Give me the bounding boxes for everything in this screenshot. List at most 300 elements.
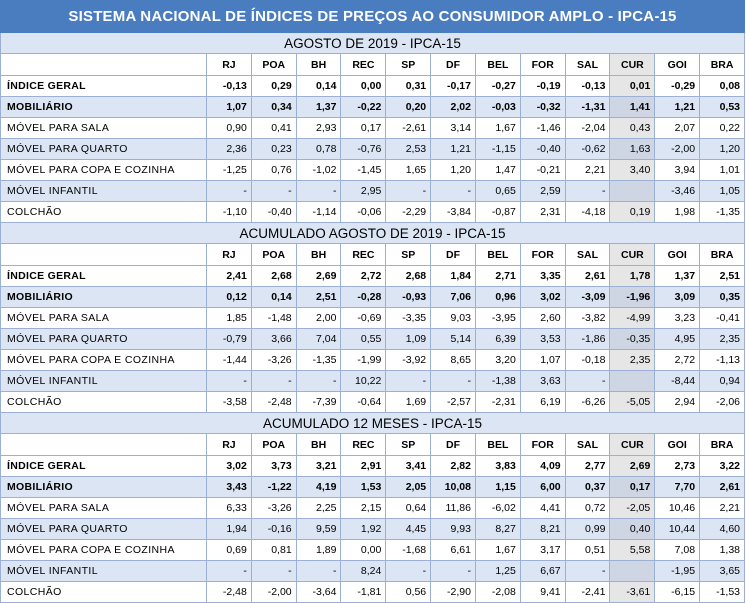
- value-cell: 0,94: [700, 371, 745, 392]
- value-cell: 0,99: [565, 519, 610, 540]
- row-label: MÓVEL PARA COPA E COZINHA: [1, 350, 207, 371]
- column-header-bel: BEL: [475, 434, 520, 456]
- column-header-cur: CUR: [610, 434, 655, 456]
- value-cell: 0,12: [207, 287, 252, 308]
- value-cell: 8,27: [475, 519, 520, 540]
- column-header-goi: GOI: [655, 54, 700, 76]
- column-header-rec: REC: [341, 244, 386, 266]
- value-cell: -0,40: [520, 139, 565, 160]
- table-row: [1, 118, 745, 139]
- table-title-row: [1, 1, 745, 33]
- value-cell: -7,39: [296, 392, 341, 413]
- section-header-row: [1, 223, 745, 244]
- value-cell: 1,15: [475, 477, 520, 498]
- value-cell: 0,53: [700, 97, 745, 118]
- section-header-row: [1, 33, 745, 54]
- value-cell: -1,95: [655, 561, 700, 582]
- value-cell: -1,48: [251, 308, 296, 329]
- value-cell: 2,53: [386, 139, 431, 160]
- value-cell: -3,64: [296, 582, 341, 603]
- value-cell: -0,40: [251, 202, 296, 223]
- value-cell: -0,29: [655, 76, 700, 97]
- value-cell: -0,87: [475, 202, 520, 223]
- value-cell: 0,72: [565, 498, 610, 519]
- value-cell: 3,14: [431, 118, 476, 139]
- value-cell: 1,01: [700, 160, 745, 181]
- table-row: [1, 202, 745, 223]
- value-cell: 3,21: [296, 456, 341, 477]
- value-cell: 0,43: [610, 118, 655, 139]
- row-label: MOBILIÁRIO: [1, 97, 207, 118]
- value-cell: -0,76: [341, 139, 386, 160]
- value-cell: -1,14: [296, 202, 341, 223]
- value-cell: 0,17: [341, 118, 386, 139]
- table-row: [1, 498, 745, 519]
- value-cell: 2,35: [610, 350, 655, 371]
- value-cell: 5,58: [610, 540, 655, 561]
- value-cell: 0,90: [207, 118, 252, 139]
- value-cell: -1,45: [341, 160, 386, 181]
- column-header-bra: BRA: [700, 54, 745, 76]
- value-cell: 1,41: [610, 97, 655, 118]
- value-cell: 3,40: [610, 160, 655, 181]
- value-cell: 0,00: [341, 540, 386, 561]
- value-cell: 0,55: [341, 329, 386, 350]
- value-cell: -: [207, 561, 252, 582]
- value-cell: 1,94: [207, 519, 252, 540]
- value-cell: 0,69: [207, 540, 252, 561]
- table-row: [1, 392, 745, 413]
- value-cell: -1,35: [700, 202, 745, 223]
- column-header-bra: BRA: [700, 244, 745, 266]
- table-row: [1, 350, 745, 371]
- value-cell: -0,19: [520, 76, 565, 97]
- column-header-goi: GOI: [655, 434, 700, 456]
- value-cell: -2,57: [431, 392, 476, 413]
- value-cell: -2,41: [565, 582, 610, 603]
- table-row: [1, 181, 745, 202]
- table-row: [1, 477, 745, 498]
- row-label: MÓVEL PARA COPA E COZINHA: [1, 160, 207, 181]
- value-cell: 1,25: [475, 561, 520, 582]
- value-cell: 1,69: [386, 392, 431, 413]
- value-cell: 1,78: [610, 266, 655, 287]
- column-header-df: DF: [431, 244, 476, 266]
- value-cell: -1,35: [296, 350, 341, 371]
- row-label: ÍNDICE GERAL: [1, 76, 207, 97]
- value-cell: 4,95: [655, 329, 700, 350]
- value-cell: 2,59: [520, 181, 565, 202]
- value-cell: 2,72: [341, 266, 386, 287]
- value-cell: 1,85: [207, 308, 252, 329]
- value-cell: -: [251, 561, 296, 582]
- column-header-for: FOR: [520, 54, 565, 76]
- value-cell: -1,15: [475, 139, 520, 160]
- row-label: COLCHÃO: [1, 202, 207, 223]
- value-cell: -2,48: [207, 582, 252, 603]
- value-cell: -: [251, 371, 296, 392]
- value-cell: 0,51: [565, 540, 610, 561]
- value-cell: 1,67: [475, 118, 520, 139]
- value-cell: -: [565, 181, 610, 202]
- section-title: ACUMULADO 12 MESES - IPCA-15: [1, 413, 745, 434]
- value-cell: -3,35: [386, 308, 431, 329]
- value-cell: -0,13: [207, 76, 252, 97]
- column-header-bel: BEL: [475, 54, 520, 76]
- value-cell: 1,47: [475, 160, 520, 181]
- value-cell: -2,06: [700, 392, 745, 413]
- value-cell: -1,25: [207, 160, 252, 181]
- value-cell: -0,93: [386, 287, 431, 308]
- table-row: [1, 308, 745, 329]
- section-title: AGOSTO DE 2019 - IPCA-15: [1, 33, 745, 54]
- value-cell: -1,53: [700, 582, 745, 603]
- column-header-for: FOR: [520, 244, 565, 266]
- value-cell: -1,68: [386, 540, 431, 561]
- column-header-poa: POA: [251, 54, 296, 76]
- column-header-sp: SP: [386, 244, 431, 266]
- value-cell: 0,14: [296, 76, 341, 97]
- value-cell: 9,93: [431, 519, 476, 540]
- header-blank-cell: [1, 244, 207, 266]
- value-cell: 0,96: [475, 287, 520, 308]
- value-cell: 10,44: [655, 519, 700, 540]
- value-cell: 6,33: [207, 498, 252, 519]
- header-blank-cell: [1, 434, 207, 456]
- section-title: ACUMULADO AGOSTO DE 2019 - IPCA-15: [1, 223, 745, 244]
- value-cell: 0,64: [386, 498, 431, 519]
- column-header-bh: BH: [296, 244, 341, 266]
- value-cell: -: [431, 371, 476, 392]
- table-row: [1, 287, 745, 308]
- value-cell: -: [386, 371, 431, 392]
- column-header-row: [1, 244, 745, 266]
- value-cell: 2,15: [341, 498, 386, 519]
- value-cell: 0,65: [475, 181, 520, 202]
- value-cell: -2,08: [475, 582, 520, 603]
- value-cell: 1,63: [610, 139, 655, 160]
- value-cell: -6,15: [655, 582, 700, 603]
- value-cell: -3,82: [565, 308, 610, 329]
- value-cell: 2,77: [565, 456, 610, 477]
- value-cell: 2,51: [296, 287, 341, 308]
- table-row: [1, 160, 745, 181]
- value-cell: -2,31: [475, 392, 520, 413]
- value-cell: 2,93: [296, 118, 341, 139]
- value-cell: 0,41: [251, 118, 296, 139]
- row-label: ÍNDICE GERAL: [1, 456, 207, 477]
- value-cell: -2,05: [610, 498, 655, 519]
- value-cell: -3,09: [565, 287, 610, 308]
- value-cell: 0,40: [610, 519, 655, 540]
- value-cell: -1,86: [565, 329, 610, 350]
- value-cell: 2,61: [700, 477, 745, 498]
- row-label: COLCHÃO: [1, 392, 207, 413]
- value-cell: -: [431, 561, 476, 582]
- value-cell: 3,22: [700, 456, 745, 477]
- column-header-poa: POA: [251, 434, 296, 456]
- row-label: ÍNDICE GERAL: [1, 266, 207, 287]
- value-cell: -: [296, 371, 341, 392]
- value-cell: 1,67: [475, 540, 520, 561]
- value-cell: 6,00: [520, 477, 565, 498]
- column-header-goi: GOI: [655, 244, 700, 266]
- value-cell: 0,01: [610, 76, 655, 97]
- value-cell: 3,83: [475, 456, 520, 477]
- value-cell: -5,05: [610, 392, 655, 413]
- value-cell: 3,09: [655, 287, 700, 308]
- value-cell: 6,39: [475, 329, 520, 350]
- table-row: [1, 519, 745, 540]
- value-cell: 8,21: [520, 519, 565, 540]
- value-cell: 1,05: [700, 181, 745, 202]
- value-cell: 1,37: [655, 266, 700, 287]
- value-cell: 7,06: [431, 287, 476, 308]
- value-cell: -1,10: [207, 202, 252, 223]
- value-cell: -: [207, 181, 252, 202]
- value-cell: [610, 181, 655, 202]
- value-cell: -0,27: [475, 76, 520, 97]
- value-cell: 2,36: [207, 139, 252, 160]
- column-header-df: DF: [431, 54, 476, 76]
- value-cell: 1,21: [655, 97, 700, 118]
- value-cell: -0,35: [610, 329, 655, 350]
- value-cell: 1,20: [431, 160, 476, 181]
- value-cell: 5,14: [431, 329, 476, 350]
- value-cell: 2,02: [431, 97, 476, 118]
- value-cell: -1,13: [700, 350, 745, 371]
- value-cell: 7,08: [655, 540, 700, 561]
- value-cell: -: [296, 181, 341, 202]
- row-label: MÓVEL INFANTIL: [1, 181, 207, 202]
- value-cell: 2,00: [296, 308, 341, 329]
- value-cell: -4,18: [565, 202, 610, 223]
- value-cell: 0,35: [700, 287, 745, 308]
- value-cell: 4,41: [520, 498, 565, 519]
- value-cell: -1,96: [610, 287, 655, 308]
- value-cell: -0,18: [565, 350, 610, 371]
- value-cell: 0,23: [251, 139, 296, 160]
- value-cell: -0,41: [700, 308, 745, 329]
- table-row: [1, 371, 745, 392]
- value-cell: -3,58: [207, 392, 252, 413]
- value-cell: -0,69: [341, 308, 386, 329]
- value-cell: -3,84: [431, 202, 476, 223]
- value-cell: 2,05: [386, 477, 431, 498]
- value-cell: -0,03: [475, 97, 520, 118]
- value-cell: -1,81: [341, 582, 386, 603]
- value-cell: 1,98: [655, 202, 700, 223]
- value-cell: 1,09: [386, 329, 431, 350]
- value-cell: 2,60: [520, 308, 565, 329]
- value-cell: 2,35: [700, 329, 745, 350]
- value-cell: 11,86: [431, 498, 476, 519]
- value-cell: 0,37: [565, 477, 610, 498]
- value-cell: 0,22: [700, 118, 745, 139]
- value-cell: 2,07: [655, 118, 700, 139]
- value-cell: -6,02: [475, 498, 520, 519]
- value-cell: -3,26: [251, 350, 296, 371]
- value-cell: 1,53: [341, 477, 386, 498]
- value-cell: -3,92: [386, 350, 431, 371]
- row-label: MÓVEL PARA SALA: [1, 498, 207, 519]
- value-cell: 8,24: [341, 561, 386, 582]
- value-cell: 2,41: [207, 266, 252, 287]
- value-cell: 0,00: [341, 76, 386, 97]
- value-cell: -2,29: [386, 202, 431, 223]
- column-header-rec: REC: [341, 434, 386, 456]
- value-cell: 0,19: [610, 202, 655, 223]
- value-cell: 3,94: [655, 160, 700, 181]
- row-label: MÓVEL INFANTIL: [1, 371, 207, 392]
- value-cell: 1,20: [700, 139, 745, 160]
- row-label: MÓVEL PARA QUARTO: [1, 139, 207, 160]
- column-header-sal: SAL: [565, 54, 610, 76]
- value-cell: -0,16: [251, 519, 296, 540]
- value-cell: 2,51: [700, 266, 745, 287]
- column-header-row: [1, 54, 745, 76]
- value-cell: 2,95: [341, 181, 386, 202]
- value-cell: 2,73: [655, 456, 700, 477]
- value-cell: 10,08: [431, 477, 476, 498]
- value-cell: 3,66: [251, 329, 296, 350]
- column-header-cur: CUR: [610, 244, 655, 266]
- value-cell: 2,91: [341, 456, 386, 477]
- value-cell: -3,61: [610, 582, 655, 603]
- value-cell: 0,76: [251, 160, 296, 181]
- column-header-rj: RJ: [207, 54, 252, 76]
- table-row: [1, 139, 745, 160]
- value-cell: -0,28: [341, 287, 386, 308]
- column-header-row: [1, 434, 745, 456]
- value-cell: 3,35: [520, 266, 565, 287]
- value-cell: 0,81: [251, 540, 296, 561]
- column-header-rec: REC: [341, 54, 386, 76]
- row-label: MÓVEL INFANTIL: [1, 561, 207, 582]
- header-blank-cell: [1, 54, 207, 76]
- value-cell: 2,72: [655, 350, 700, 371]
- row-label: MÓVEL PARA SALA: [1, 118, 207, 139]
- value-cell: 9,59: [296, 519, 341, 540]
- value-cell: -2,00: [251, 582, 296, 603]
- value-cell: 1,37: [296, 97, 341, 118]
- value-cell: 6,67: [520, 561, 565, 582]
- table-row: [1, 76, 745, 97]
- row-label: MOBILIÁRIO: [1, 477, 207, 498]
- value-cell: 3,53: [520, 329, 565, 350]
- value-cell: -: [565, 371, 610, 392]
- value-cell: 2,21: [700, 498, 745, 519]
- value-cell: -2,61: [386, 118, 431, 139]
- section-header-row: [1, 413, 745, 434]
- value-cell: 0,31: [386, 76, 431, 97]
- value-cell: 2,68: [386, 266, 431, 287]
- value-cell: -: [251, 181, 296, 202]
- column-header-df: DF: [431, 434, 476, 456]
- value-cell: 4,60: [700, 519, 745, 540]
- value-cell: 4,45: [386, 519, 431, 540]
- value-cell: -0,21: [520, 160, 565, 181]
- table-title: SISTEMA NACIONAL DE ÍNDICES DE PREÇOS AO CONSUMIDOR AMPLO - IPCA-15: [1, 1, 745, 33]
- value-cell: 8,65: [431, 350, 476, 371]
- value-cell: -1,22: [251, 477, 296, 498]
- column-header-sal: SAL: [565, 434, 610, 456]
- value-cell: -: [565, 561, 610, 582]
- column-header-bra: BRA: [700, 434, 745, 456]
- value-cell: 0,08: [700, 76, 745, 97]
- value-cell: 3,73: [251, 456, 296, 477]
- value-cell: 10,22: [341, 371, 386, 392]
- value-cell: 1,38: [700, 540, 745, 561]
- value-cell: -3,26: [251, 498, 296, 519]
- value-cell: -3,46: [655, 181, 700, 202]
- row-label: MÓVEL PARA SALA: [1, 308, 207, 329]
- value-cell: 1,65: [386, 160, 431, 181]
- value-cell: 2,94: [655, 392, 700, 413]
- value-cell: 3,20: [475, 350, 520, 371]
- value-cell: -0,22: [341, 97, 386, 118]
- value-cell: 1,84: [431, 266, 476, 287]
- value-cell: 3,65: [700, 561, 745, 582]
- value-cell: 3,02: [520, 287, 565, 308]
- value-cell: -1,44: [207, 350, 252, 371]
- value-cell: 4,19: [296, 477, 341, 498]
- value-cell: 2,61: [565, 266, 610, 287]
- value-cell: 0,17: [610, 477, 655, 498]
- row-label: MÓVEL PARA QUARTO: [1, 519, 207, 540]
- value-cell: 0,34: [251, 97, 296, 118]
- column-header-for: FOR: [520, 434, 565, 456]
- value-cell: 0,20: [386, 97, 431, 118]
- value-cell: 2,21: [565, 160, 610, 181]
- column-header-bh: BH: [296, 434, 341, 456]
- column-header-bel: BEL: [475, 244, 520, 266]
- value-cell: 9,41: [520, 582, 565, 603]
- value-cell: 0,56: [386, 582, 431, 603]
- value-cell: [610, 371, 655, 392]
- table-row: [1, 540, 745, 561]
- column-header-poa: POA: [251, 244, 296, 266]
- value-cell: -: [431, 181, 476, 202]
- column-header-rj: RJ: [207, 244, 252, 266]
- value-cell: -2,00: [655, 139, 700, 160]
- value-cell: 6,61: [431, 540, 476, 561]
- column-header-rj: RJ: [207, 434, 252, 456]
- table-row: [1, 329, 745, 350]
- value-cell: 3,43: [207, 477, 252, 498]
- value-cell: -: [296, 561, 341, 582]
- value-cell: 1,07: [520, 350, 565, 371]
- table-row: [1, 561, 745, 582]
- value-cell: 0,78: [296, 139, 341, 160]
- row-label: MÓVEL PARA COPA E COZINHA: [1, 540, 207, 561]
- value-cell: -: [386, 561, 431, 582]
- value-cell: 6,19: [520, 392, 565, 413]
- column-header-sp: SP: [386, 434, 431, 456]
- value-cell: [610, 561, 655, 582]
- value-cell: -0,32: [520, 97, 565, 118]
- value-cell: -0,06: [341, 202, 386, 223]
- value-cell: 3,63: [520, 371, 565, 392]
- table-row: [1, 266, 745, 287]
- table-row: [1, 582, 745, 603]
- value-cell: 2,69: [296, 266, 341, 287]
- value-cell: 9,03: [431, 308, 476, 329]
- value-cell: -0,13: [565, 76, 610, 97]
- value-cell: 1,21: [431, 139, 476, 160]
- value-cell: 3,23: [655, 308, 700, 329]
- value-cell: 3,17: [520, 540, 565, 561]
